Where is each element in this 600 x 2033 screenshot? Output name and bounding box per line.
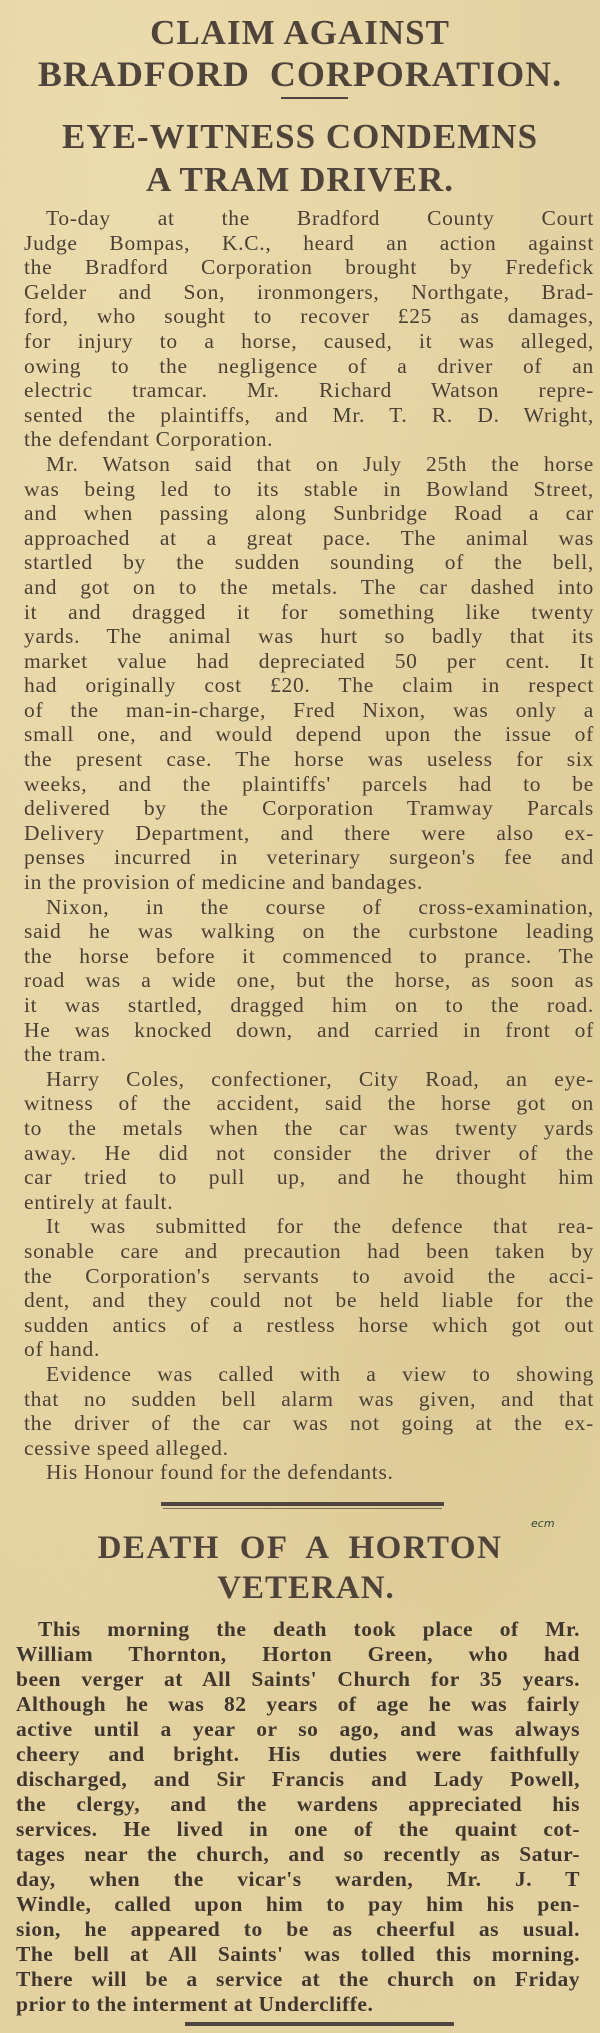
bottom-divider: [185, 2022, 454, 2026]
text-line: Although he was 82 years of age he was fairly: [16, 1692, 580, 1716]
text-line: small one, and would depend upon the issue of: [24, 722, 594, 747]
text-line: discharged, and Sir Francis and Lady Powell,: [16, 1767, 580, 1791]
text-line: delivered by the Corporation Tramway Parcals: [24, 796, 594, 821]
paragraph: [24, 895, 594, 1067]
text-line: The bell at All Saints' was tolled this morning.: [16, 1942, 580, 1966]
text-line: Mr. Watson said that on July 25th the horse: [46, 451, 594, 476]
paragraph: [24, 452, 594, 895]
text-line: sudden antics of a restless horse which got out: [24, 1312, 594, 1337]
paragraph: [24, 1067, 594, 1215]
text-line: away. He did not consider the driver of the: [24, 1140, 594, 1165]
headline-divider: [281, 97, 348, 99]
text-line: witness of the accident, said the horse got on: [24, 1091, 594, 1116]
text-line: startled by the sudden sounding of the bell,: [24, 550, 594, 575]
text-line: road was a wide one, but the horse, as soon as: [24, 968, 594, 993]
text-line: penses incurred in veterinary surgeon's fee and: [24, 845, 594, 870]
text-line: Gelder and Son, ironmongers, Northgate, Brad-: [24, 279, 594, 304]
text-line: and when passing along Sunbridge Road a car: [24, 501, 594, 526]
headline-line-2: BRADFORD CORPORATION.: [37, 54, 563, 94]
text-line: electric tramcar. Mr. Richard Watson repre-: [24, 378, 594, 403]
text-line: the present case. The horse was useless for six: [24, 747, 594, 772]
text-line: the Corporation's servants to avoid the acci-: [24, 1263, 594, 1288]
handwritten-annotation: ecm: [531, 1517, 555, 1530]
text-line: dent, and they could not be held liable for the: [24, 1288, 594, 1313]
text-line: active until a year or so ago, and was always: [16, 1717, 580, 1741]
paragraph: [24, 1214, 594, 1362]
text-line: Evidence was called with a view to showing: [46, 1361, 594, 1386]
text-line: Nixon, in the course of cross-examination,: [46, 894, 594, 919]
text-line: cheery and bright. His duties were faithfully: [16, 1742, 580, 1766]
text-line: There will be a service at the church on Friday: [16, 1967, 580, 1991]
paragraph: [24, 1362, 594, 1460]
text-line: His Honour found for the defendants.: [46, 1460, 394, 1485]
text-line: sented the plaintiffs, and Mr. T. R. D. Wright,: [24, 402, 594, 427]
text-line: to the metals when the car was twenty yards: [24, 1115, 594, 1140]
text-line: cessive speed alleged.: [24, 1435, 229, 1460]
text-line: said he was walking on the curbstone leading: [24, 919, 594, 944]
text-line: It was submitted for the defence that rea-: [46, 1214, 594, 1239]
text-line: tages near the church, and so recently as Satur-: [16, 1842, 580, 1866]
text-line: for injury to a horse, caused, it was alleged,: [24, 328, 594, 353]
headline-line-1: CLAIM AGAINST: [150, 13, 450, 52]
text-line: been verger at All Saints' Church for 35 years.: [16, 1667, 580, 1691]
text-line: in the provision of medicine and bandages.: [24, 870, 423, 895]
text-line: weeks, and the plaintiffs' parcels had to be: [24, 771, 594, 796]
paragraph: [24, 1460, 594, 1485]
text-line: entirely at fault.: [24, 1189, 174, 1214]
text-line: yards. The animal was hurt so badly that its: [24, 624, 594, 649]
text-line: and got on to the metals. The car dashed into: [24, 574, 594, 599]
text-line: the Bradford Corporation brought by Fredefick: [24, 255, 594, 280]
text-line: approached at a great pace. The animal was: [24, 525, 594, 550]
text-line: prior to the interment at Undercliffe.: [16, 1992, 374, 2016]
subheadline-line-2: A TRAM DRIVER.: [146, 160, 454, 199]
text-line: the driver of the car was not going at the ex-: [24, 1411, 594, 1436]
text-line: Judge Bompas, K.C., heard an action against: [24, 230, 594, 255]
text-line: car tried to pull up, and he thought him: [24, 1165, 594, 1190]
text-line: market value had depreciated 50 per cent. It: [24, 648, 594, 673]
text-line: the clergy, and the wardens appreciated his: [16, 1792, 580, 1816]
text-line: Windle, called upon him to pay him his pen-: [16, 1892, 580, 1916]
paragraph: [24, 206, 594, 452]
paragraph: [16, 1617, 580, 2017]
text-line: it and dragged it for something like twenty: [24, 599, 594, 624]
article-2-headline-line-1: DEATH OF A HORTON: [97, 1530, 503, 1566]
text-line: Delivery Department, and there were also ex-: [24, 820, 594, 845]
subheadline-line-1: EYE-WITNESS CONDEMNS: [61, 117, 539, 156]
text-line: sonable care and precaution had been taken by: [24, 1238, 594, 1263]
text-line: He was knocked down, and carried in front of: [24, 1017, 594, 1042]
text-line: of the man-in-charge, Fred Nixon, was only a: [24, 697, 594, 722]
text-line: day, when the vicar's warden, Mr. J. T: [16, 1867, 580, 1891]
text-line: To-day at the Bradford County Court: [46, 206, 594, 230]
section-divider-thin: [163, 1508, 442, 1509]
text-line: Harry Coles, confectioner, City Road, an eye-: [46, 1066, 594, 1091]
text-line: was being led to its stable in Bowland Street,: [24, 476, 594, 501]
text-line: the defendant Corporation.: [24, 427, 274, 452]
text-line: William Thornton, Horton Green, who had: [16, 1642, 580, 1666]
article-2-headline-line-2: VETERAN.: [217, 1570, 395, 1606]
text-line: services. He lived in one of the quaint cot-: [16, 1817, 580, 1841]
text-line: of hand.: [24, 1337, 101, 1362]
text-line: it was startled, dragged him on to the road.: [24, 993, 594, 1017]
section-divider: [161, 1502, 444, 1506]
text-line: sion, he appeared to be as cheerful as usual.: [16, 1917, 580, 1941]
text-line: had originally cost £20. The claim in respect: [24, 673, 594, 698]
text-line: owing to the negligence of a driver of an: [24, 353, 594, 378]
text-line: that no sudden bell alarm was given, and that: [24, 1386, 594, 1411]
text-line: the tram.: [24, 1042, 107, 1067]
article-2-body: [16, 1617, 580, 2017]
text-line: This morning the death took place of Mr.: [38, 1617, 580, 1641]
text-line: ford, who sought to recover £25 as damages,: [24, 304, 594, 329]
text-line: the horse before it commenced to prance. The: [24, 943, 594, 968]
article-1-body: [24, 206, 594, 1485]
